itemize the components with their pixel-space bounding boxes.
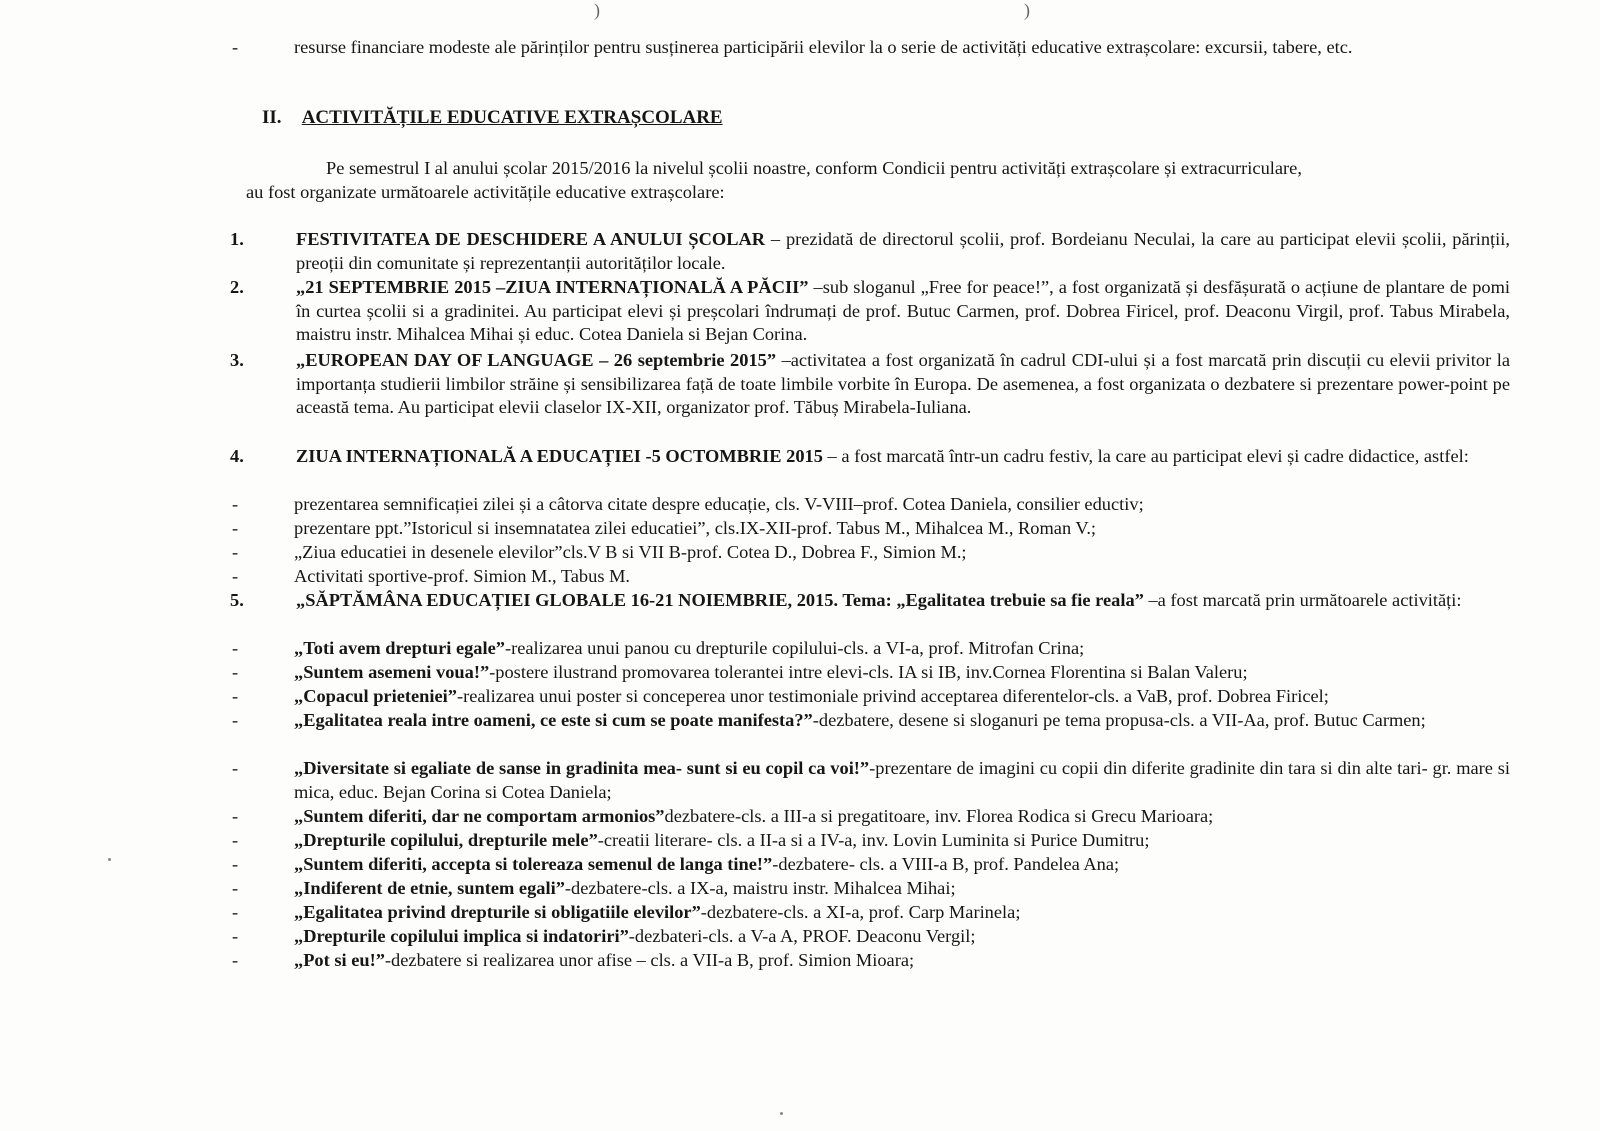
activity-description: -dezbatere- cls. a VIII-a B, prof. Pandelea Ana;	[772, 854, 1120, 874]
list-marker: -	[232, 566, 239, 586]
activity-text	[294, 925, 1510, 949]
activity-title: „21 SEPTEMBRIE 2015 –ZIUA INTERNAȚIONALĂ A PĂCII”	[296, 277, 809, 297]
activity-text	[294, 949, 1510, 973]
numbered-activity	[230, 589, 1510, 613]
activity-title: „Copacul prieteniei”	[294, 686, 457, 706]
list-marker: -	[232, 638, 239, 658]
activity-title: „EUROPEAN DAY OF LANGUAGE – 26 septembrie 2015”	[296, 350, 777, 370]
list-marker: -	[232, 494, 239, 514]
activity-bullet	[232, 925, 1510, 949]
activity-description: Activitati sportive-prof. Simion M., Tabus M.	[294, 566, 631, 586]
activity-title: „Drepturile copilului, drepturile mele”	[294, 830, 598, 850]
activity-text	[294, 541, 1510, 565]
activity-text	[294, 637, 1510, 661]
list-marker: -	[232, 950, 239, 970]
activity-title: „Diversitate si egaliate de sanse in gradinita mea- sunt si eu copil ca voi!”	[294, 758, 870, 778]
activity-description: -dezbateri-cls. a V-a A, PROF. Deaconu Vergil;	[628, 926, 976, 946]
activity-title: „Egalitatea reala intre oameni, ce este si cum se poate manifesta?”	[294, 710, 813, 730]
activity-text	[296, 445, 1510, 469]
activity-title: „Suntem diferiti, dar ne comportam armonios”	[294, 806, 665, 826]
intro-line-2: au fost organizate următoarele activitățile educative extrașcolare:	[246, 181, 725, 202]
activity-text	[294, 829, 1510, 853]
activity-title: „Egalitatea privind drepturile si obligatiile elevilor”	[294, 902, 701, 922]
activity-description: -prezentare de imagini cu copii din diferite gradinite din tara si din alte tari- gr. mare si mica, educ. Bejan Corina si Cotea Daniela;	[294, 758, 1511, 802]
activity-text	[296, 276, 1510, 347]
activity-description: prezentarea semnificației zilei și a câtorva citate despre educație, cls. V-VIII–prof. Cotea Daniela, consilier eductiv;	[294, 494, 1144, 514]
activity-text	[296, 349, 1510, 420]
section-number: II.	[262, 107, 282, 128]
numbered-activity	[230, 349, 1510, 420]
scan-mark: )	[1024, 0, 1030, 20]
activity-bullet	[232, 877, 1510, 901]
list-marker: -	[232, 518, 239, 538]
activity-text	[296, 228, 1510, 275]
list-marker: -	[232, 758, 239, 778]
activity-text	[294, 877, 1510, 901]
bullet-marker: -	[232, 37, 239, 57]
list-marker: 3.	[230, 350, 244, 370]
numbered-activity	[230, 276, 1511, 347]
bullet-text: resurse financiare modeste ale părinților pentru susținerea participării elevilor la o serie de activități educative extrașcolare: excursii, tabere, etc.	[294, 37, 1353, 57]
activity-text	[296, 589, 1510, 613]
list-marker: 5.	[230, 590, 244, 610]
activity-bullet	[232, 493, 1510, 517]
activity-bullet	[232, 853, 1510, 877]
activity-description: -dezbatere-cls. a IX-a, maistru instr. Mihalcea Mihai;	[564, 878, 956, 898]
activity-text	[294, 685, 1510, 709]
activity-bullet	[232, 565, 1510, 589]
activity-text	[294, 517, 1510, 541]
activity-description: -dezbatere, desene si sloganuri pe tema propusa-cls. a VII-Aa, prof. Butuc Carmen;	[812, 710, 1426, 730]
list-marker: -	[232, 806, 239, 826]
list-marker: -	[232, 830, 239, 850]
scan-mark: )	[594, 0, 600, 20]
activity-description: -creatii literare- cls. a II-a si a IV-a, inv. Lovin Luminita si Purice Dumitru;	[597, 830, 1150, 850]
list-marker: 1.	[230, 229, 244, 249]
activity-text	[294, 757, 1510, 804]
numbered-activity	[230, 228, 1510, 275]
activity-description: „Ziua educatiei in desenele elevilor”cls.V B si VII B-prof. Cotea D., Dobrea F., Simion M.;	[294, 542, 967, 562]
activity-description: –a fost marcată prin următoarele activități:	[1143, 590, 1462, 610]
activity-description: -dezbatere si realizarea unor afise – cls. a VII-a B, prof. Simion Mioara;	[384, 950, 915, 970]
top-bullet	[232, 36, 1510, 60]
activity-bullet	[232, 637, 1510, 661]
activity-description: –sub sloganul „Free for peace!”, a fost organizată și desfășurată o acțiune de plantare de pomi în curtea școlii si a gradinitei. Au participat elevi și preșcolari îndrumați de prof. Butuc Carmen, prof. Dobrea Firicel, prof. Deaconu Virgil, prof. Tabus Mirabela, maistru instr. Mihalcea Mihai și educ. Cotea Daniela si Bejan Corina.	[296, 277, 1511, 344]
numbered-activity	[230, 445, 1510, 469]
activity-bullet	[232, 901, 1510, 925]
list-marker: -	[232, 854, 239, 874]
list-marker: -	[232, 710, 239, 730]
activity-title: FESTIVITATEA DE DESCHIDERE A ANULUI ȘCOLAR	[296, 229, 766, 249]
activity-description: -dezbatere-cls. a XI-a, prof. Carp Marinela;	[700, 902, 1021, 922]
activity-title: „Drepturile copilului implica si indatoriri”	[294, 926, 629, 946]
list-marker: -	[232, 878, 239, 898]
list-marker: -	[232, 902, 239, 922]
activity-bullet	[232, 541, 1510, 565]
activity-description: –activitatea a fost organizată în cadrul CDI-ului și a fost marcată prin discuții cu elevii privitor la importanța studierii limbilor străine și sensibilizarea față de toate limbile vorbite în Europa. De asemenea, a fost organizata o dezbatere si prezentare power-point pe această tema. Au participat elevii claselor IX-XII, organizator prof. Tăbuș Mirabela-Iuliana.	[296, 350, 1510, 417]
activity-description: -realizarea unui panou cu drepturile copilului-cls. a VI-a, prof. Mitrofan Crina;	[504, 638, 1085, 658]
scan-speck	[780, 1112, 783, 1115]
activity-title: „Indiferent de etnie, suntem egali”	[294, 878, 565, 898]
activity-title: ZIUA INTERNAȚIONALĂ A EDUCAȚIEI -5 OCTOMBRIE 2015	[296, 446, 823, 466]
intro-paragraph	[246, 157, 1466, 204]
activity-bullet	[232, 709, 1510, 733]
activity-bullet	[232, 685, 1510, 709]
scan-speck	[108, 858, 111, 861]
list-marker: -	[232, 662, 239, 682]
list-marker: 4.	[230, 446, 244, 466]
activity-text	[294, 853, 1510, 877]
activity-title: „SĂPTĂMÂNA EDUCAȚIEI GLOBALE 16-21 NOIEMBRIE, 2015. Tema: „Egalitatea trebuie sa fie reala”	[296, 590, 1144, 610]
activity-bullet	[232, 829, 1510, 853]
activity-title: „Suntem diferiti, accepta si tolereaza semenul de langa tine!”	[294, 854, 773, 874]
activity-text	[294, 661, 1510, 685]
activity-description: -postere ilustrand promovarea tolerantei intre elevi-cls. IA si IB, inv.Cornea Florentina si Balan Valeru;	[489, 662, 1248, 682]
activity-description: -realizarea unui poster si conceperea unor testimoniale privind acceptarea diferentelor-cls. a VaB, prof. Dobrea Firicel;	[456, 686, 1329, 706]
activity-title: „Pot si eu!”	[294, 950, 385, 970]
section-heading	[262, 106, 723, 130]
activity-title: „Suntem asemeni voua!”	[294, 662, 490, 682]
activity-bullet	[232, 757, 1511, 804]
list-marker: 2.	[230, 277, 244, 297]
section-title: ACTIVITĂȚILE EDUCATIVE EXTRAȘCOLARE	[301, 107, 723, 128]
list-marker: -	[232, 542, 239, 562]
list-marker: -	[232, 926, 239, 946]
activity-text	[294, 565, 1510, 589]
activity-text	[294, 493, 1510, 517]
activity-text	[294, 805, 1510, 829]
activity-description: – prezidată de directorul școlii, prof. Bordeianu Neculai, la care au participat elevii școlii, părinții, preoții din comunitate și reprezentanții autorităților locale.	[296, 229, 1510, 273]
list-marker: -	[232, 686, 239, 706]
activity-bullet	[232, 949, 1510, 973]
activity-description: – a fost marcată într-un cadru festiv, la care au participat elevi și cadre didactice, astfel:	[822, 446, 1469, 466]
activity-text	[294, 901, 1510, 925]
activity-title: „Toti avem drepturi egale”	[294, 638, 505, 658]
activity-bullet	[232, 805, 1510, 829]
activity-bullet	[232, 517, 1510, 541]
activity-description: dezbatere-cls. a III-a si pregatitoare, inv. Florea Rodica si Grecu Marioara;	[664, 806, 1214, 826]
activity-text	[294, 709, 1510, 733]
activity-description: prezentare ppt.”Istoricul si insemnatatea zilei educatiei”, cls.IX-XII-prof. Tabus M., Mihalcea M., Roman V.;	[294, 518, 1097, 538]
activity-bullet	[232, 661, 1510, 685]
intro-line-1: Pe semestrul I al anului școlar 2015/2016 la nivelul școlii noastre, conform Condicii pentru activități extrașcolare și extracurriculare,	[326, 158, 1302, 178]
